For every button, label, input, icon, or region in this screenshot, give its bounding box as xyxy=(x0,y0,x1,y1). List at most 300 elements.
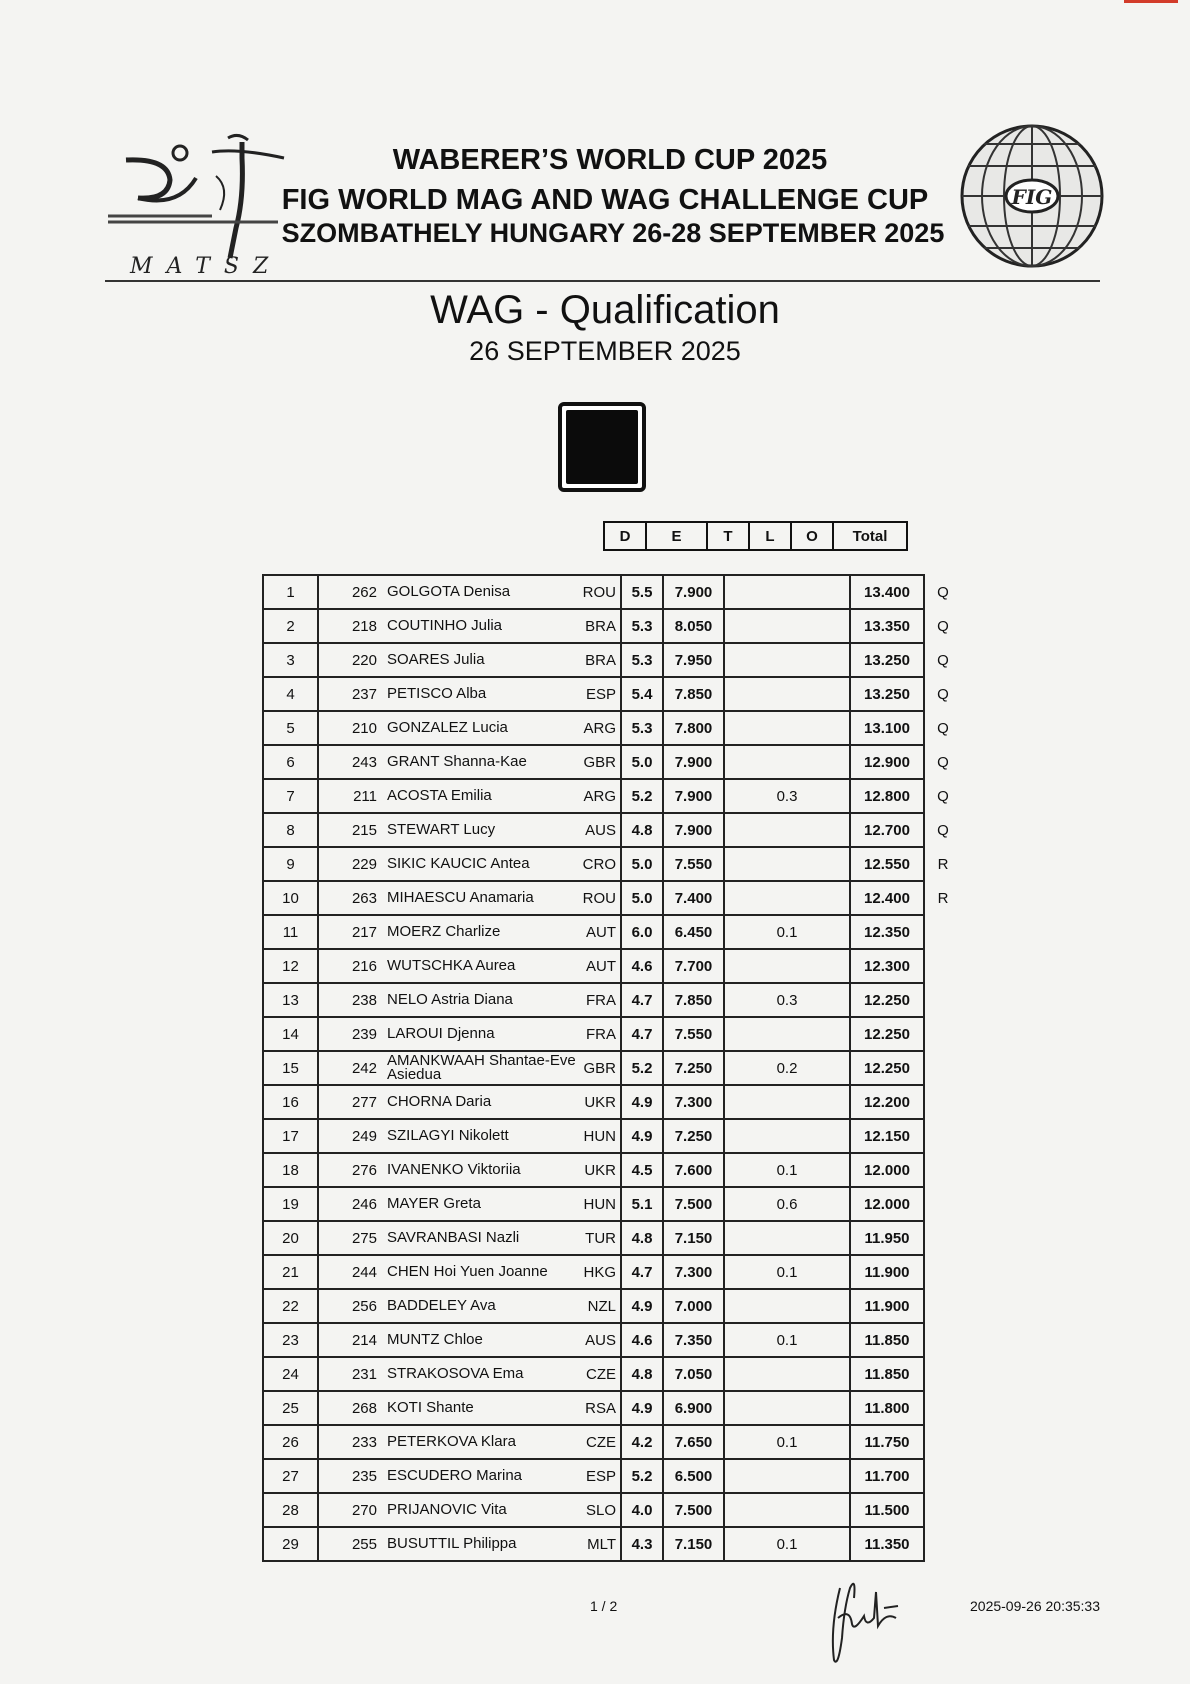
penalty-cell xyxy=(724,1289,850,1323)
bib-cell: 235 xyxy=(318,1459,381,1493)
penalty-cell: 0.1 xyxy=(724,1323,850,1357)
e-score-cell: 7.850 xyxy=(663,677,724,711)
nation-cell: AUS xyxy=(577,813,621,847)
nation-cell: FRA xyxy=(577,983,621,1017)
d-score-cell: 5.2 xyxy=(621,1051,663,1085)
table-row xyxy=(263,1357,962,1391)
e-score-cell: 7.900 xyxy=(663,779,724,813)
d-score-cell: 4.6 xyxy=(621,1323,663,1357)
col-o: O xyxy=(791,522,833,550)
bib-cell: 229 xyxy=(318,847,381,881)
d-score-cell: 4.7 xyxy=(621,1255,663,1289)
total-score-cell: 12.250 xyxy=(850,1017,924,1051)
header-line-2: FIG WORLD MAG AND WAG CHALLENGE CUP xyxy=(281,184,929,216)
bib-cell: 238 xyxy=(318,983,381,1017)
e-score-cell: 7.000 xyxy=(663,1289,724,1323)
athlete-name-cell: KOTI Shante xyxy=(381,1391,577,1425)
nation-cell: AUS xyxy=(577,1323,621,1357)
athlete-name-cell: CHEN Hoi Yuen Joanne xyxy=(381,1255,577,1289)
penalty-cell xyxy=(724,847,850,881)
header-line-3: SZOMBATHELY HUNGARY 26-28 SEPTEMBER 2025 xyxy=(281,218,945,248)
total-score-cell: 11.750 xyxy=(850,1425,924,1459)
nation-cell: HUN xyxy=(577,1187,621,1221)
qualification-status-cell xyxy=(924,983,962,1017)
d-score-cell: 5.1 xyxy=(621,1187,663,1221)
athlete-name-cell: SZILAGYI Nikolett xyxy=(381,1119,577,1153)
table-row xyxy=(263,847,962,881)
qualification-status-cell: Q xyxy=(937,753,949,771)
total-score-cell: 12.700 xyxy=(850,813,924,847)
athlete-name-cell: ESCUDERO Marina xyxy=(381,1459,577,1493)
penalty-cell xyxy=(724,1221,850,1255)
bib-cell: 263 xyxy=(318,881,381,915)
nation-cell: AUT xyxy=(577,915,621,949)
e-score-cell: 7.650 xyxy=(663,1425,724,1459)
rank-cell: 1 xyxy=(263,575,318,609)
total-score-cell: 12.350 xyxy=(850,915,924,949)
bib-cell: 231 xyxy=(318,1357,381,1391)
page-date: 26 SEPTEMBER 2025 xyxy=(469,336,741,366)
nation-cell: HUN xyxy=(577,1119,621,1153)
nation-cell: HKG xyxy=(577,1255,621,1289)
e-score-cell: 6.900 xyxy=(663,1391,724,1425)
nation-cell: TUR xyxy=(577,1221,621,1255)
qualification-status-cell xyxy=(924,1527,962,1561)
table-row xyxy=(263,1459,962,1493)
page-title: WAG - Qualification xyxy=(430,288,780,332)
nation-cell: ROU xyxy=(577,881,621,915)
table-row xyxy=(263,983,962,1017)
bib-cell: 275 xyxy=(318,1221,381,1255)
bib-cell: 256 xyxy=(318,1289,381,1323)
total-score-cell: 12.250 xyxy=(850,983,924,1017)
rank-cell: 20 xyxy=(263,1221,318,1255)
bib-cell: 214 xyxy=(318,1323,381,1357)
total-score-cell: 12.800 xyxy=(850,779,924,813)
d-score-cell: 5.3 xyxy=(621,643,663,677)
score-column-headers xyxy=(603,521,908,551)
athlete-name-cell: SOARES Julia xyxy=(381,643,577,677)
penalty-cell: 0.2 xyxy=(724,1051,850,1085)
penalty-cell xyxy=(724,881,850,915)
bib-cell: 239 xyxy=(318,1017,381,1051)
qualification-status-cell xyxy=(924,1289,962,1323)
e-score-cell: 7.350 xyxy=(663,1323,724,1357)
e-score-cell: 7.500 xyxy=(663,1493,724,1527)
penalty-cell: 0.1 xyxy=(724,1153,850,1187)
e-score-cell: 7.550 xyxy=(663,847,724,881)
table-row xyxy=(263,915,962,949)
e-score-cell: 6.450 xyxy=(663,915,724,949)
total-score-cell: 11.350 xyxy=(850,1527,924,1561)
table-row xyxy=(263,609,962,643)
e-score-cell: 7.850 xyxy=(663,983,724,1017)
d-score-cell: 4.9 xyxy=(621,1391,663,1425)
nation-cell: UKR xyxy=(577,1085,621,1119)
nation-cell: ESP xyxy=(577,677,621,711)
athlete-name-cell: MUNTZ Chloe xyxy=(381,1323,577,1357)
qualification-status-cell: Q xyxy=(937,685,949,703)
total-score-cell: 13.350 xyxy=(850,609,924,643)
table-row xyxy=(263,1051,962,1085)
qualification-status-cell xyxy=(924,1153,962,1187)
rank-cell: 18 xyxy=(263,1153,318,1187)
table-row xyxy=(263,1323,962,1357)
table-row xyxy=(263,813,962,847)
rank-cell: 21 xyxy=(263,1255,318,1289)
e-score-cell: 7.250 xyxy=(663,1119,724,1153)
bib-cell: 242 xyxy=(318,1051,381,1085)
total-score-cell: 12.250 xyxy=(850,1051,924,1085)
qualification-status-cell: Q xyxy=(937,583,949,601)
qualification-status-cell xyxy=(924,1493,962,1527)
table-row xyxy=(263,1017,962,1051)
bib-cell: 237 xyxy=(318,677,381,711)
total-score-cell: 11.500 xyxy=(850,1493,924,1527)
corner-mark xyxy=(1124,0,1178,3)
svg-text:FIG: FIG xyxy=(1011,185,1053,209)
rank-cell: 23 xyxy=(263,1323,318,1357)
rank-cell: 14 xyxy=(263,1017,318,1051)
total-score-cell: 11.950 xyxy=(850,1221,924,1255)
e-score-cell: 7.900 xyxy=(663,813,724,847)
judge-signature xyxy=(820,1568,910,1668)
col-total: Total xyxy=(833,522,907,550)
nation-cell: CRO xyxy=(577,847,621,881)
d-score-cell: 4.0 xyxy=(621,1493,663,1527)
uneven-bars-icon xyxy=(558,402,646,492)
e-score-cell: 7.050 xyxy=(663,1357,724,1391)
athlete-name-cell: CHORNA Daria xyxy=(381,1085,577,1119)
nation-cell: AUT xyxy=(577,949,621,983)
nation-cell: BRA xyxy=(577,643,621,677)
qualification-status-cell xyxy=(924,1459,962,1493)
table-row xyxy=(263,949,962,983)
e-score-cell: 7.950 xyxy=(663,643,724,677)
header-line-1: WABERER’S WORLD CUP 2025 xyxy=(392,144,828,176)
qualification-status-cell xyxy=(924,1391,962,1425)
qualification-status-cell xyxy=(924,1255,962,1289)
penalty-cell: 0.1 xyxy=(724,1527,850,1561)
bib-cell: 233 xyxy=(318,1425,381,1459)
d-score-cell: 5.3 xyxy=(621,609,663,643)
table-row xyxy=(263,1221,962,1255)
penalty-cell: 0.1 xyxy=(724,1255,850,1289)
penalty-cell: 0.3 xyxy=(724,779,850,813)
table-row xyxy=(263,643,962,677)
rank-cell: 2 xyxy=(263,609,318,643)
penalty-cell xyxy=(724,1459,850,1493)
penalty-cell xyxy=(724,1357,850,1391)
athlete-name-cell: MIHAESCU Anamaria xyxy=(381,881,577,915)
bib-cell: 277 xyxy=(318,1085,381,1119)
nation-cell: RSA xyxy=(577,1391,621,1425)
table-row xyxy=(263,1255,962,1289)
penalty-cell xyxy=(724,1017,850,1051)
e-score-cell: 7.150 xyxy=(663,1221,724,1255)
penalty-cell xyxy=(724,609,850,643)
print-timestamp: 2025-09-26 20:35:33 xyxy=(970,1598,1100,1614)
rank-cell: 15 xyxy=(263,1051,318,1085)
total-score-cell: 12.000 xyxy=(850,1153,924,1187)
penalty-cell xyxy=(724,813,850,847)
d-score-cell: 4.9 xyxy=(621,1119,663,1153)
results-table xyxy=(262,574,963,1562)
total-score-cell: 11.800 xyxy=(850,1391,924,1425)
bib-cell: 244 xyxy=(318,1255,381,1289)
qualification-status-cell xyxy=(924,1221,962,1255)
d-score-cell: 4.8 xyxy=(621,1221,663,1255)
penalty-cell xyxy=(724,1391,850,1425)
d-score-cell: 4.5 xyxy=(621,1153,663,1187)
total-score-cell: 11.700 xyxy=(850,1459,924,1493)
d-score-cell: 4.6 xyxy=(621,949,663,983)
total-score-cell: 13.250 xyxy=(850,643,924,677)
nation-cell: CZE xyxy=(577,1425,621,1459)
nation-cell: MLT xyxy=(577,1527,621,1561)
penalty-cell xyxy=(724,1493,850,1527)
penalty-cell xyxy=(724,711,850,745)
penalty-cell xyxy=(724,1085,850,1119)
nation-cell: SLO xyxy=(577,1493,621,1527)
rank-cell: 10 xyxy=(263,881,318,915)
header-divider xyxy=(105,280,1100,282)
penalty-cell xyxy=(724,745,850,779)
qualification-status-cell xyxy=(924,1119,962,1153)
d-score-cell: 5.0 xyxy=(621,847,663,881)
athlete-name-cell: NELO Astria Diana xyxy=(381,983,577,1017)
total-score-cell: 12.900 xyxy=(850,745,924,779)
e-score-cell: 7.300 xyxy=(663,1085,724,1119)
bib-cell: 215 xyxy=(318,813,381,847)
rank-cell: 3 xyxy=(263,643,318,677)
nation-cell: FRA xyxy=(577,1017,621,1051)
penalty-cell: 0.6 xyxy=(724,1187,850,1221)
d-score-cell: 4.7 xyxy=(621,1017,663,1051)
total-score-cell: 12.400 xyxy=(850,881,924,915)
bib-cell: 217 xyxy=(318,915,381,949)
rank-cell: 11 xyxy=(263,915,318,949)
table-row xyxy=(263,711,962,745)
bib-cell: 218 xyxy=(318,609,381,643)
total-score-cell: 11.900 xyxy=(850,1289,924,1323)
total-score-cell: 11.850 xyxy=(850,1357,924,1391)
bib-cell: 249 xyxy=(318,1119,381,1153)
athlete-name-cell: BUSUTTIL Philippa xyxy=(381,1527,577,1561)
bib-cell: 211 xyxy=(318,779,381,813)
nation-cell: GBR xyxy=(577,1051,621,1085)
qualification-status-cell: Q xyxy=(937,821,949,839)
bib-cell: 270 xyxy=(318,1493,381,1527)
rank-cell: 22 xyxy=(263,1289,318,1323)
qualification-status-cell: Q xyxy=(937,617,949,635)
nation-cell: CZE xyxy=(577,1357,621,1391)
d-score-cell: 4.9 xyxy=(621,1085,663,1119)
bib-cell: 216 xyxy=(318,949,381,983)
qualification-status-cell xyxy=(924,1323,962,1357)
qualification-status-cell xyxy=(924,1357,962,1391)
e-score-cell: 7.550 xyxy=(663,1017,724,1051)
nation-cell: GBR xyxy=(577,745,621,779)
athlete-name-cell: SIKIC KAUCIC Antea xyxy=(381,847,577,881)
qualification-status-cell: R xyxy=(937,855,949,873)
qualification-status-cell xyxy=(924,1051,962,1085)
rank-cell: 16 xyxy=(263,1085,318,1119)
d-score-cell: 5.3 xyxy=(621,711,663,745)
e-score-cell: 7.700 xyxy=(663,949,724,983)
total-score-cell: 12.300 xyxy=(850,949,924,983)
table-row xyxy=(263,1493,962,1527)
e-score-cell: 7.900 xyxy=(663,575,724,609)
penalty-cell: 0.1 xyxy=(724,1425,850,1459)
d-score-cell: 5.4 xyxy=(621,677,663,711)
d-score-cell: 4.2 xyxy=(621,1425,663,1459)
col-d: D xyxy=(604,522,646,550)
rank-cell: 6 xyxy=(263,745,318,779)
bib-cell: 220 xyxy=(318,643,381,677)
athlete-name-cell: GONZALEZ Lucia xyxy=(381,711,577,745)
nation-cell: ARG xyxy=(577,711,621,745)
d-score-cell: 4.8 xyxy=(621,1357,663,1391)
bib-cell: 246 xyxy=(318,1187,381,1221)
e-score-cell: 7.800 xyxy=(663,711,724,745)
athlete-name-cell: PETERKOVA Klara xyxy=(381,1425,577,1459)
e-score-cell: 7.250 xyxy=(663,1051,724,1085)
e-score-cell: 6.500 xyxy=(663,1459,724,1493)
d-score-cell: 5.2 xyxy=(621,1459,663,1493)
e-score-cell: 8.050 xyxy=(663,609,724,643)
rank-cell: 24 xyxy=(263,1357,318,1391)
fig-globe-logo xyxy=(958,122,1106,270)
penalty-cell xyxy=(724,575,850,609)
table-row xyxy=(263,1425,962,1459)
qualification-status-cell xyxy=(924,1187,962,1221)
d-score-cell: 4.7 xyxy=(621,983,663,1017)
page-number: 1 / 2 xyxy=(590,1598,618,1614)
athlete-name-cell: MAYER Greta xyxy=(381,1187,577,1221)
d-score-cell: 4.3 xyxy=(621,1527,663,1561)
penalty-cell xyxy=(724,949,850,983)
col-e: E xyxy=(646,522,707,550)
total-score-cell: 13.400 xyxy=(850,575,924,609)
table-row xyxy=(263,779,962,813)
e-score-cell: 7.900 xyxy=(663,745,724,779)
bib-cell: 243 xyxy=(318,745,381,779)
d-score-cell: 5.0 xyxy=(621,881,663,915)
table-row xyxy=(263,1119,962,1153)
bib-cell: 262 xyxy=(318,575,381,609)
svg-text:MATSZ: MATSZ xyxy=(130,254,283,279)
bib-cell: 255 xyxy=(318,1527,381,1561)
rank-cell: 4 xyxy=(263,677,318,711)
rank-cell: 8 xyxy=(263,813,318,847)
rank-cell: 12 xyxy=(263,949,318,983)
nation-cell: ARG xyxy=(577,779,621,813)
rank-cell: 19 xyxy=(263,1187,318,1221)
athlete-name-cell: GRANT Shanna-Kae xyxy=(381,745,577,779)
col-l: L xyxy=(749,522,791,550)
nation-cell: ROU xyxy=(577,575,621,609)
d-score-cell: 6.0 xyxy=(621,915,663,949)
athlete-name-cell: LAROUI Djenna xyxy=(381,1017,577,1051)
rank-cell: 9 xyxy=(263,847,318,881)
athlete-name-cell: STRAKOSOVA Ema xyxy=(381,1357,577,1391)
athlete-name-cell: STEWART Lucy xyxy=(381,813,577,847)
athlete-name-cell: PETISCO Alba xyxy=(381,677,577,711)
bib-cell: 276 xyxy=(318,1153,381,1187)
qualification-status-cell: Q xyxy=(937,719,949,737)
total-score-cell: 11.900 xyxy=(850,1255,924,1289)
athlete-name-cell: AMANKWAAH Shantae-Eve Asiedua xyxy=(381,1051,577,1085)
table-row xyxy=(263,1527,962,1561)
table-row xyxy=(263,1085,962,1119)
table-row xyxy=(263,1187,962,1221)
table-row xyxy=(263,575,962,609)
total-score-cell: 12.200 xyxy=(850,1085,924,1119)
qualification-status-cell xyxy=(924,915,962,949)
penalty-cell xyxy=(724,677,850,711)
qualification-status-cell: Q xyxy=(937,651,949,669)
e-score-cell: 7.150 xyxy=(663,1527,724,1561)
qualification-status-cell: Q xyxy=(937,787,949,805)
athlete-name-cell: PRIJANOVIC Vita xyxy=(381,1493,577,1527)
d-score-cell: 4.9 xyxy=(621,1289,663,1323)
athlete-name-cell: BADDELEY Ava xyxy=(381,1289,577,1323)
qualification-status-cell: R xyxy=(937,889,949,907)
athlete-name-cell: ACOSTA Emilia xyxy=(381,779,577,813)
rank-cell: 17 xyxy=(263,1119,318,1153)
total-score-cell: 12.000 xyxy=(850,1187,924,1221)
athlete-name-cell: MOERZ Charlize xyxy=(381,915,577,949)
total-score-cell: 12.150 xyxy=(850,1119,924,1153)
d-score-cell: 5.5 xyxy=(621,575,663,609)
penalty-cell: 0.3 xyxy=(724,983,850,1017)
d-score-cell: 4.8 xyxy=(621,813,663,847)
penalty-cell: 0.1 xyxy=(724,915,850,949)
e-score-cell: 7.500 xyxy=(663,1187,724,1221)
table-row xyxy=(263,1289,962,1323)
table-row xyxy=(263,1391,962,1425)
e-score-cell: 7.400 xyxy=(663,881,724,915)
bib-cell: 268 xyxy=(318,1391,381,1425)
rank-cell: 25 xyxy=(263,1391,318,1425)
col-t: T xyxy=(707,522,749,550)
qualification-status-cell xyxy=(924,949,962,983)
qualification-status-cell xyxy=(924,1017,962,1051)
rank-cell: 27 xyxy=(263,1459,318,1493)
qualification-status-cell xyxy=(924,1085,962,1119)
athlete-name-cell: COUTINHO Julia xyxy=(381,609,577,643)
rank-cell: 5 xyxy=(263,711,318,745)
nation-cell: UKR xyxy=(577,1153,621,1187)
table-row xyxy=(263,745,962,779)
total-score-cell: 11.850 xyxy=(850,1323,924,1357)
penalty-cell xyxy=(724,1119,850,1153)
total-score-cell: 13.100 xyxy=(850,711,924,745)
rank-cell: 13 xyxy=(263,983,318,1017)
athlete-name-cell: GOLGOTA Denisa xyxy=(381,575,577,609)
nation-cell: ESP xyxy=(577,1459,621,1493)
athlete-name-cell: SAVRANBASI Nazli xyxy=(381,1221,577,1255)
rank-cell: 28 xyxy=(263,1493,318,1527)
total-score-cell: 13.250 xyxy=(850,677,924,711)
athlete-name-cell: WUTSCHKA Aurea xyxy=(381,949,577,983)
d-score-cell: 5.0 xyxy=(621,745,663,779)
bib-cell: 210 xyxy=(318,711,381,745)
table-row xyxy=(263,881,962,915)
rank-cell: 26 xyxy=(263,1425,318,1459)
penalty-cell xyxy=(724,643,850,677)
